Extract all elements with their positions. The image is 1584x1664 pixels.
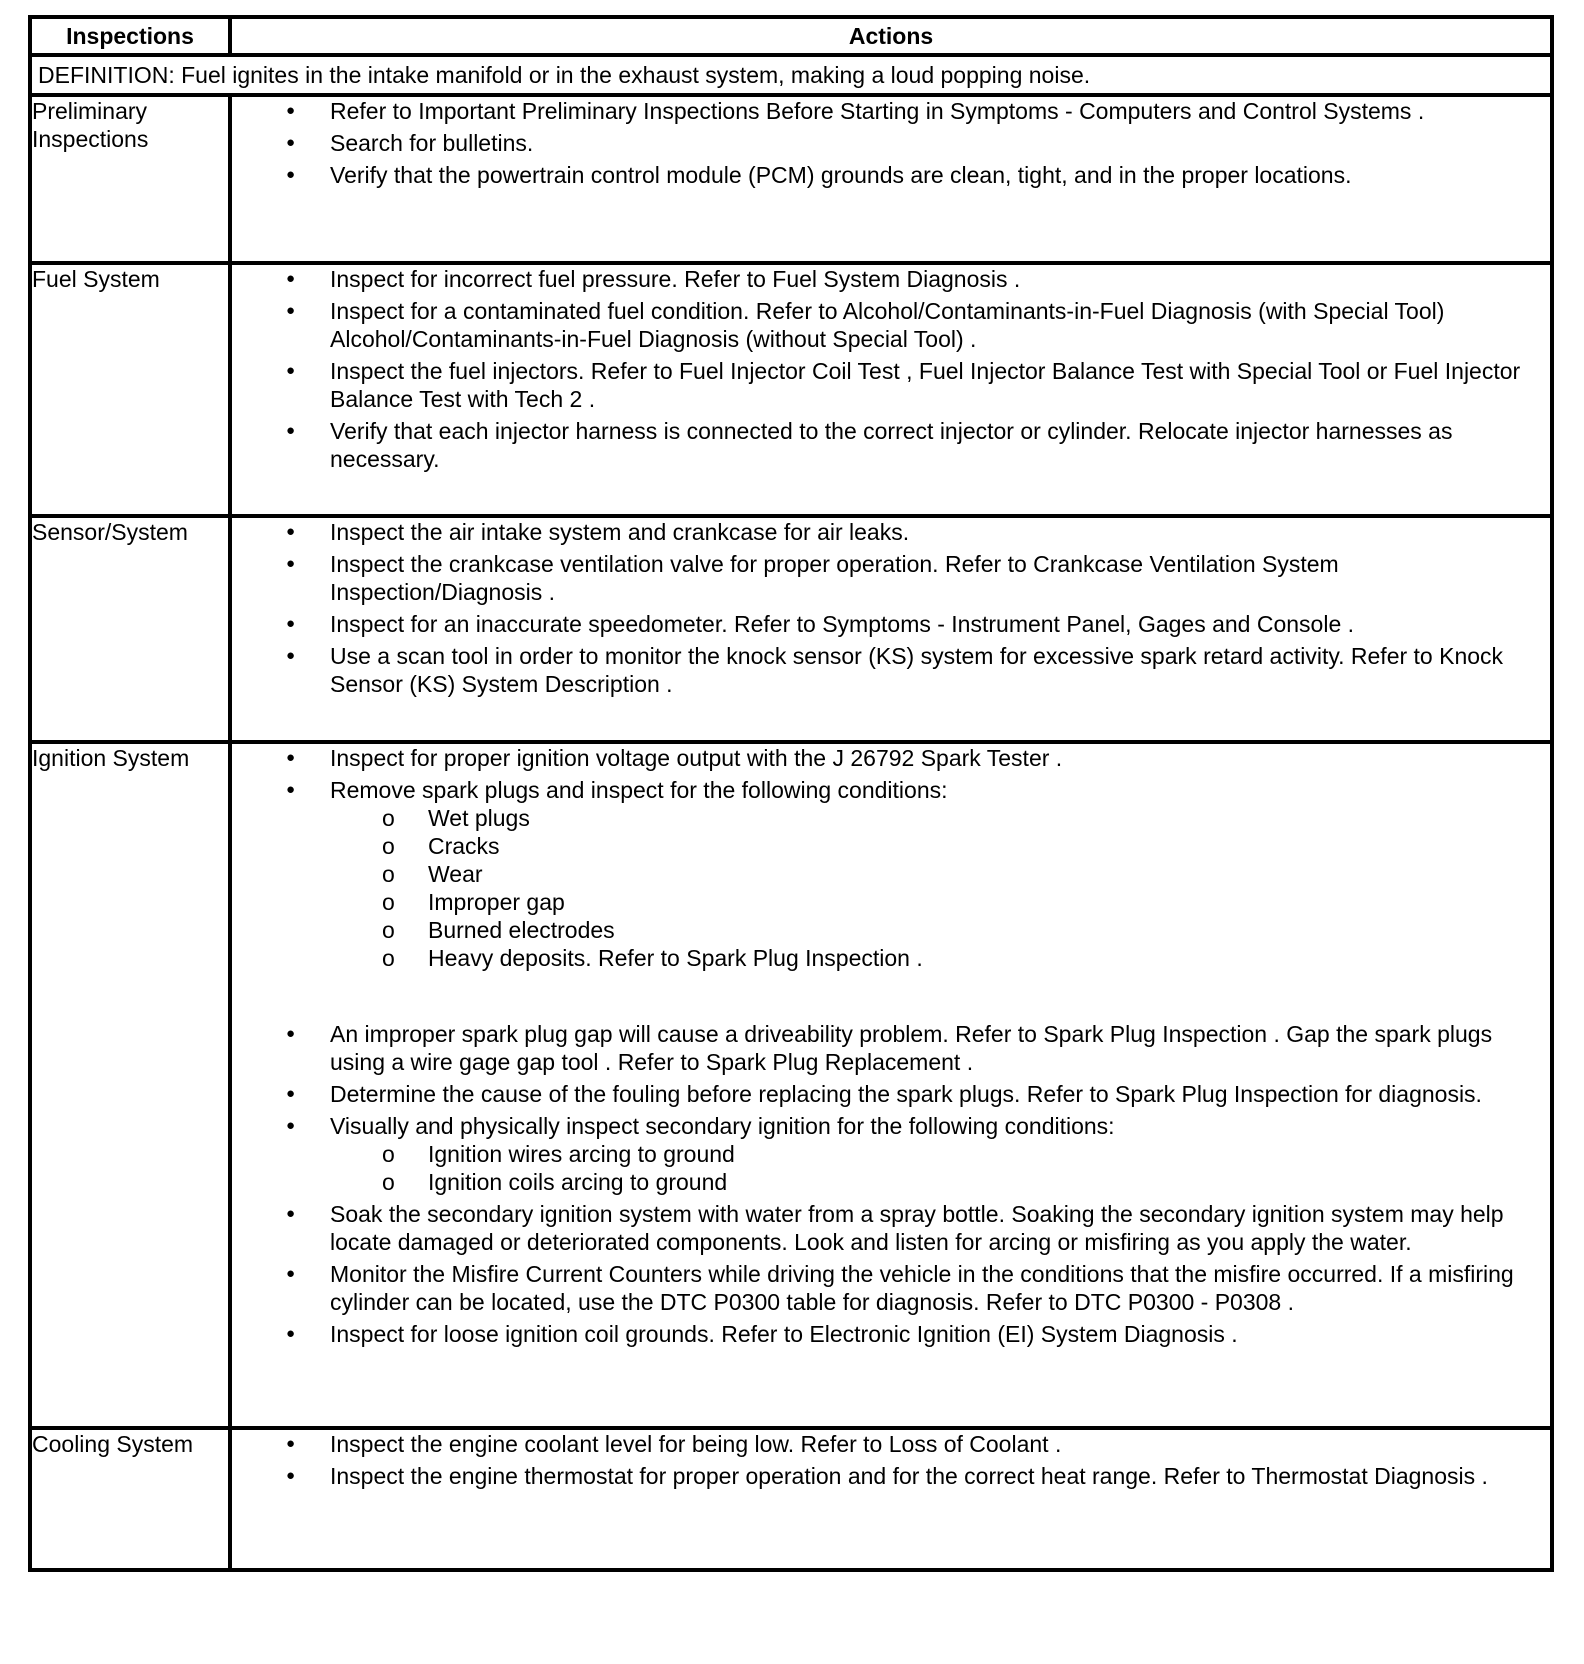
- inspection-name: Ignition System: [30, 742, 230, 1428]
- action-item: ● Verify that each injector harness is connected to the correct injector or cylinder. Relocate injector harnesses as necessary.: [232, 417, 1550, 473]
- sub-item: o Ignition wires arcing to ground: [330, 1140, 1550, 1168]
- action-item: ● Search for bulletins.: [232, 129, 1550, 157]
- table-row: [30, 263, 1552, 516]
- sub-item: o Burned electrodes: [330, 916, 1550, 944]
- action-item: ● Inspect for a contaminated fuel condition. Refer to Alcohol/Contaminants-in-Fuel Diagnosis (with Special Tool) Alcohol/Contaminants-in-Fuel Diagnosis (without Special Tool) .: [232, 297, 1550, 353]
- actions-cell: [230, 742, 1552, 1428]
- sub-item: o Wear: [330, 860, 1550, 888]
- action-item: ● Inspect the crankcase ventilation valve for proper operation. Refer to Crankcase Ventilation System Inspection/Diagnosis .: [232, 550, 1550, 606]
- action-list: [232, 518, 1550, 698]
- action-item: ● Inspect the air intake system and crankcase for air leaks.: [232, 518, 1550, 546]
- sub-item: o Improper gap: [330, 888, 1550, 916]
- sub-item: o Cracks: [330, 832, 1550, 860]
- action-list: [232, 265, 1550, 473]
- action-item: ● Monitor the Misfire Current Counters while driving the vehicle in the conditions that the misfire occurred. If a misfiring cylinder can be located, use the DTC P0300 table for diagnosis. Refer to DTC P0300 - P0308 .: [232, 1260, 1550, 1316]
- action-item: ● Refer to Important Preliminary Inspections Before Starting in Symptoms - Computers and Control Systems .: [232, 97, 1550, 125]
- action-list: [232, 1430, 1550, 1490]
- action-item: ● Inspect for proper ignition voltage output with the J 26792 Spark Tester .: [232, 744, 1550, 772]
- symptom-table: [28, 15, 1554, 1572]
- action-item: ● Use a scan tool in order to monitor the knock sensor (KS) system for excessive spark retard activity. Refer to Knock Sensor (KS) System Description .: [232, 642, 1550, 698]
- table-row: [30, 95, 1552, 263]
- inspection-name: Preliminary Inspections: [30, 95, 230, 263]
- action-item-text: Remove spark plugs and inspect for the following conditions:: [330, 777, 948, 803]
- definition-text: DEFINITION: Fuel ignites in the intake manifold or in the exhaust system, making a loud popping noise.: [30, 55, 1552, 95]
- inspections-header: Inspections: [30, 17, 230, 55]
- action-item: ● Inspect for incorrect fuel pressure. Refer to Fuel System Diagnosis .: [232, 265, 1550, 293]
- action-item: ● Verify that the powertrain control module (PCM) grounds are clean, tight, and in the proper locations.: [232, 161, 1550, 189]
- action-item: ● Inspect the engine thermostat for proper operation and for the correct heat range. Refer to Thermostat Diagnosis .: [232, 1462, 1550, 1490]
- secondary-conditions-list: [330, 1140, 1550, 1196]
- action-item: ● Inspect the engine coolant level for being low. Refer to Loss of Coolant .: [232, 1430, 1550, 1458]
- definition-row: [30, 55, 1552, 95]
- sub-item: o Wet plugs: [330, 804, 1550, 832]
- inspection-name: Fuel System: [30, 263, 230, 516]
- action-item: ● Determine the cause of the fouling before replacing the spark plugs. Refer to Spark Plug Inspection for diagnosis.: [232, 1080, 1550, 1108]
- actions-cell: [230, 95, 1552, 263]
- action-item: ● An improper spark plug gap will cause a driveability problem. Refer to Spark Plug Inspection . Gap the spark plugs using a wire gage gap tool . Refer to Spark Plug Replacement .: [232, 1020, 1550, 1076]
- actions-cell: [230, 1428, 1552, 1570]
- sub-item: o Ignition coils arcing to ground: [330, 1168, 1550, 1196]
- actions-cell: [230, 263, 1552, 516]
- action-item: ● Inspect for loose ignition coil grounds. Refer to Electronic Ignition (EI) System Diagnosis .: [232, 1320, 1550, 1348]
- inspection-name: Cooling System: [30, 1428, 230, 1570]
- actions-cell: [230, 516, 1552, 742]
- action-item-with-subitems: [232, 776, 1550, 972]
- action-list: [232, 744, 1550, 1348]
- header-row: [30, 17, 1552, 55]
- table-row: [30, 516, 1552, 742]
- action-item-with-subitems: [232, 1112, 1550, 1196]
- sub-item: o Heavy deposits. Refer to Spark Plug Inspection .: [330, 944, 1550, 972]
- action-item: ● Inspect for an inaccurate speedometer. Refer to Symptoms - Instrument Panel, Gages and Console .: [232, 610, 1550, 638]
- inspection-name: Sensor/System: [30, 516, 230, 742]
- action-item-text: Visually and physically inspect secondary ignition for the following conditions:: [330, 1113, 1115, 1139]
- table-row: [30, 742, 1552, 1428]
- action-item: ● Inspect the fuel injectors. Refer to Fuel Injector Coil Test , Fuel Injector Balance Test with Special Tool or Fuel Injector Balance Test with Tech 2 .: [232, 357, 1550, 413]
- table-row: [30, 1428, 1552, 1570]
- actions-header: Actions: [230, 17, 1552, 55]
- action-list: [232, 97, 1550, 189]
- action-item: ● Soak the secondary ignition system with water from a spray bottle. Soaking the secondary ignition system may help locate damaged or deteriorated components. Look and listen for arcing or misfiring as you apply the water.: [232, 1200, 1550, 1256]
- plug-conditions-list: [330, 804, 1550, 972]
